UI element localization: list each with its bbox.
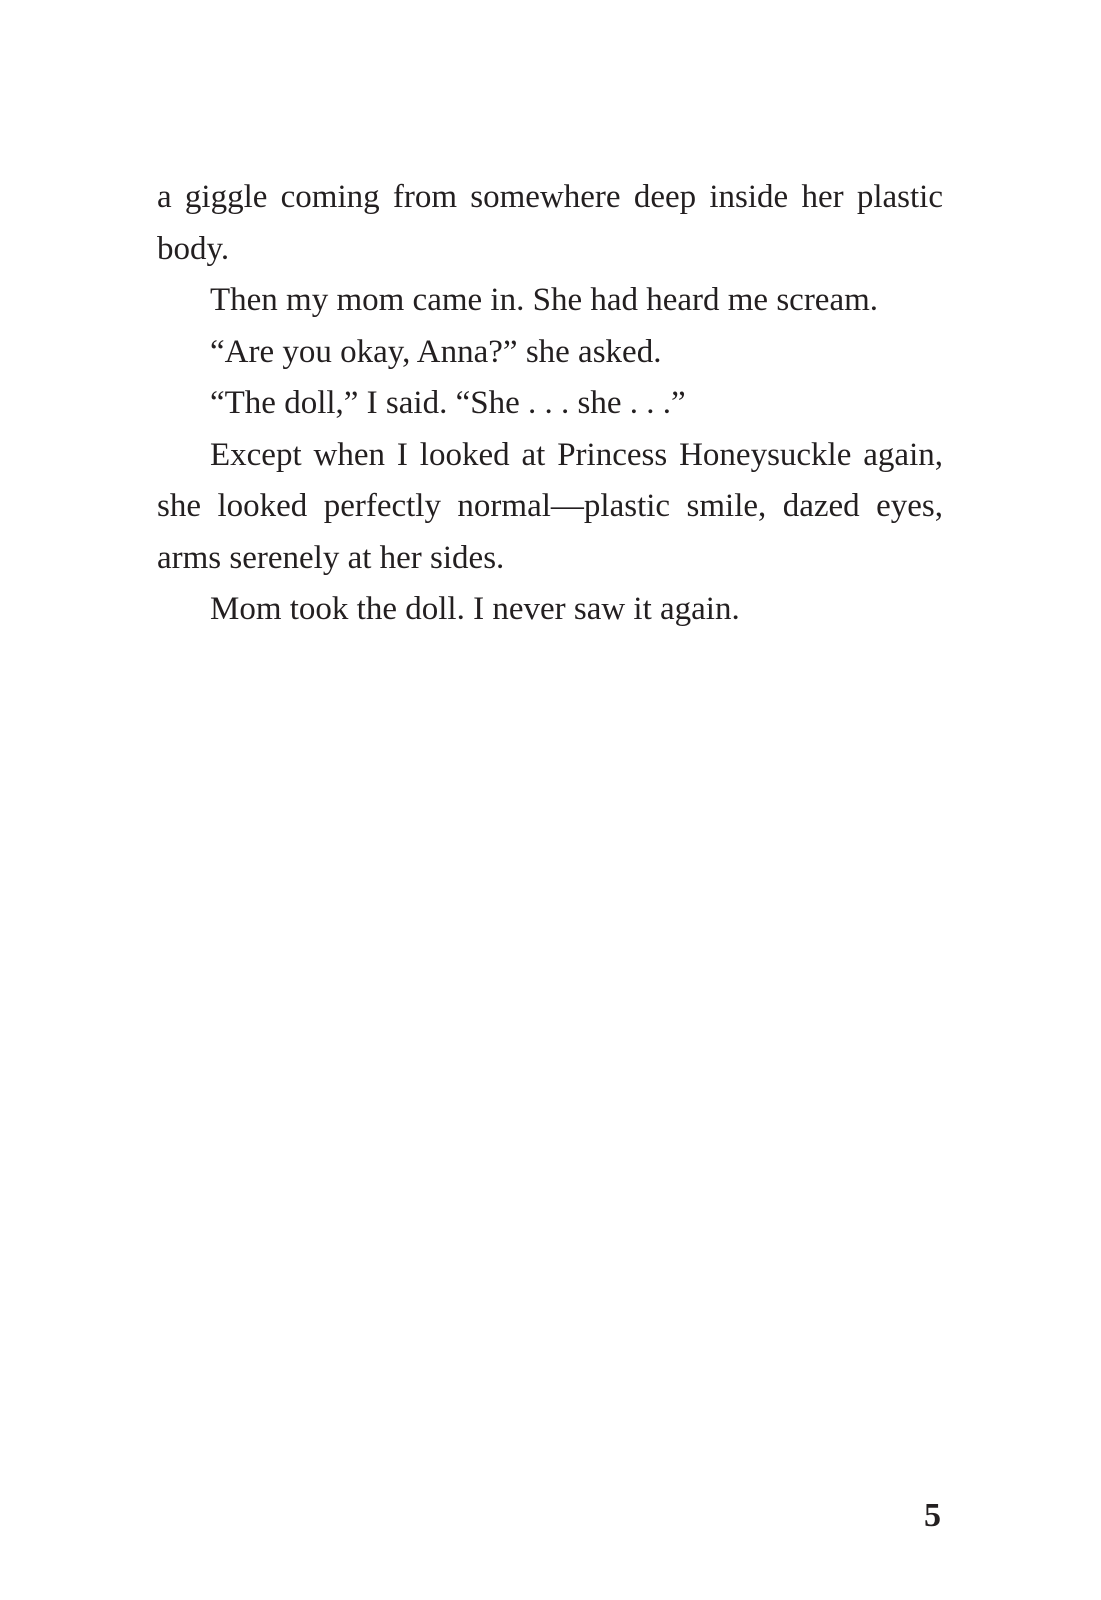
paragraph-the-doll: “The doll,” I said. “She . . . she . . .” [210,385,686,421]
page-number: 5 [924,1497,941,1534]
paragraph-mom-took-doll: Mom took the doll. I never saw it again. [210,591,740,627]
body-text [157,172,943,636]
paragraph-mom-came-in: Then my mom came in. She had heard me scream. [210,282,879,318]
paragraph-continuation: a giggle coming from somewhere deep inside her plastic body. [157,179,943,267]
paragraph-except-when: Except when I looked at Princess Honeysuckle again, she looked perfectly normal—plastic smile, dazed eyes, arms serenely at her sides. [157,436,943,576]
paragraph-are-you-okay: “Are you okay, Anna?” she asked. [210,333,662,370]
